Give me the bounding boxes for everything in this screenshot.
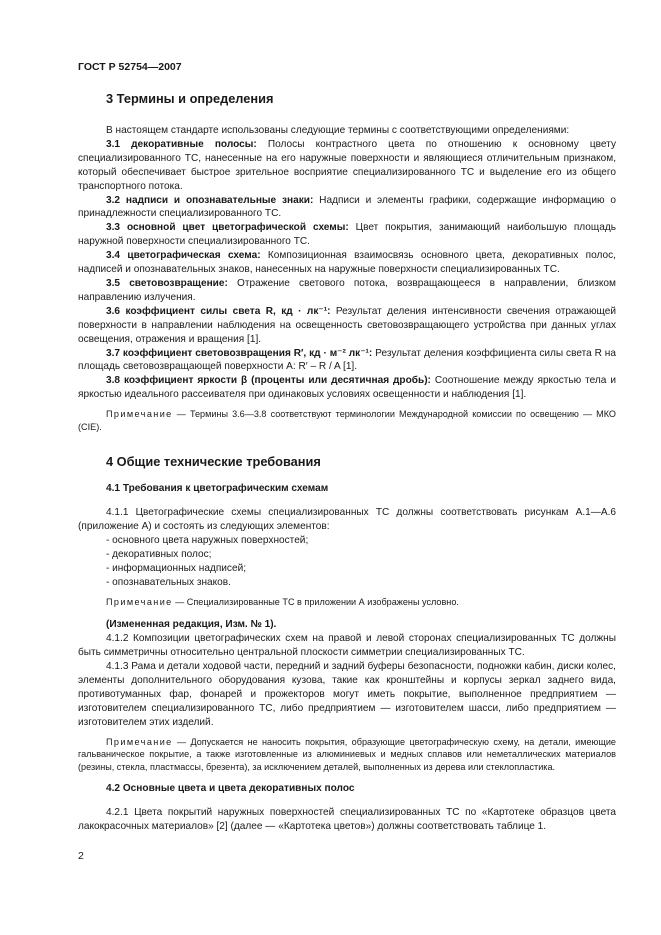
term-3-5 bbox=[78, 277, 616, 305]
standard-header: ГОСТ Р 52754—2007 bbox=[78, 61, 182, 73]
clause-4-1-1-note bbox=[78, 596, 616, 609]
term-3-8-definition: Соотношение между яркостью тела и яркостью идеального рассеивателя при одинаковых условиях освещенности и наблюдения [1]. bbox=[78, 375, 616, 401]
term-3-2 bbox=[78, 194, 616, 222]
bullet-item: - декоративных полос; bbox=[106, 548, 212, 560]
term-3-1-definition: Полосы контрастного цвета по отношению к основному цвету специализированного ТС, нанесенные на его наружные поверхности и являющиеся отличительным признаком, который обеспечивает быстрое зрительное восприятие специализированного ТС и выделение его из общего транспортного потока. bbox=[78, 138, 616, 192]
note-text: — Допускается не наносить покрытия, образующие цветографическую схему, на детали, имеющие гальваническое покрытие, а также изготовленные из алюминиевых и медных сплавов или неметаллических материалов (резины, стекла, пластмассы, брезента), за исключением деталей, выполненных из дерева или стеклопластика. bbox=[78, 736, 616, 772]
term-3-1 bbox=[78, 138, 616, 194]
term-3-3 bbox=[78, 221, 616, 249]
term-3-8 bbox=[78, 374, 616, 402]
term-3-7-definition: Результат деления коэффициента силы света R на площадь световозвращающей поверхности A: R′ – R / A [1]. bbox=[78, 347, 616, 373]
term-3-2-definition: Надписи и элементы графики, содержащие информацию о принадлежности специализированного ТС. bbox=[78, 194, 616, 220]
term-3-6-definition: Результат деления интенсивности свечения отражающей поверхности в направлении наблюдения на освещенность световозвращающего устройства при данных углах освещения, отражения и вращения [1]. bbox=[78, 305, 616, 345]
section-3-title: 3 Термины и определения bbox=[106, 91, 274, 106]
revision-note: (Измененная редакция, Изм. № 1). bbox=[106, 619, 277, 631]
note-label: Примечание bbox=[106, 409, 173, 420]
term-3-5-definition: Отражение светового потока, возвращающееся в направлении, близком направлению излучения. bbox=[78, 277, 616, 303]
term-3-4-name: 3.4 цветографическая схема: bbox=[106, 250, 261, 262]
bullet-item: - опознавательных знаков. bbox=[106, 576, 231, 588]
term-3-3-name: 3.3 основной цвет цветографической схемы: bbox=[106, 222, 349, 234]
term-3-4 bbox=[78, 249, 616, 277]
term-3-6 bbox=[78, 305, 616, 347]
term-3-8-name: 3.8 коэффициент яркости β (проценты или десятичная дробь): bbox=[106, 375, 431, 387]
note-text: — Термины 3.6—3.8 соответствуют терминологии Международной комиссии по освещению — МКО (CIE). bbox=[78, 409, 616, 432]
term-3-7-name: 3.7 коэффициент световозвращения R′, кд · м⁻² лк⁻¹: bbox=[106, 347, 373, 359]
term-3-6-name: 3.6 коэффициент силы света R, кд · лк⁻¹: bbox=[106, 305, 331, 317]
clause-4-2-1: 4.2.1 Цвета покрытий наружных поверхностей специализированных ТС по «Картотеке образцов цвета лакокрасочных материалов» [2] (далее — «Картотека цветов») должны соответствовать таблице 1. bbox=[78, 807, 616, 833]
page-number: 2 bbox=[78, 850, 84, 862]
section-4-title: 4 Общие технические требования bbox=[106, 454, 321, 470]
note-label: Примечание bbox=[106, 736, 173, 747]
term-3-5-name: 3.5 световозвращение: bbox=[106, 277, 228, 289]
section-4-2-title: 4.2 Основные цвета и цвета декоративных полос bbox=[106, 783, 355, 795]
section-4-1-title: 4.1 Требования к цветографическим схемам bbox=[106, 483, 329, 495]
term-3-7 bbox=[78, 347, 616, 375]
section-3-intro: В настоящем стандарте использованы следующие термины с соответствующими определениями: bbox=[106, 125, 570, 136]
term-3-4-definition: Композиционная взаимосвязь основного цвета, декоративных полос, надписей и опознавательных знаков, нанесенных на наружные поверхности специализированных ТС. bbox=[78, 250, 616, 276]
clause-4-1-2: 4.1.2 Композиции цветографических схем на правой и левой сторонах специализированных ТС должны быть симметричны относительно центральной плоскости симметрии специализированных ТС. bbox=[78, 633, 616, 659]
clause-4-1-3: 4.1.3 Рама и детали ходовой части, передний и задний буферы безопасности, подножки кабин, диски колес, элементы дополнительного оборудования кузова, такие как кронштейны и корпусы зеркал заднего вида, противотуманных фар, фонарей и прожекторов могут иметь покрытие, выполненное предприятием — изготовителем специализированного ТС, либо предприятием — изготовителем шасси, либо предприятием — изготовителем этих изделий. bbox=[78, 660, 616, 728]
bullet-item: - основного цвета наружных поверхностей; bbox=[106, 535, 309, 547]
note-text: — Специализированные ТС в приложении А изображены условно. bbox=[172, 596, 459, 607]
term-3-3-definition: Цвет покрытия, занимающий наибольшую площадь наружной поверхности специализированного ТС. bbox=[78, 222, 616, 248]
clause-4-1-1: 4.1.1 Цветографические схемы специализированных ТС должны соответствовать рисункам А.1—А.6 (приложение А) и состоять из следующих элементов: bbox=[78, 507, 616, 533]
section-3-note bbox=[78, 408, 616, 433]
note-label: Примечание bbox=[106, 596, 173, 607]
clause-4-1-3-note bbox=[78, 736, 616, 774]
term-3-2-name: 3.2 надписи и опознавательные знаки: bbox=[106, 194, 314, 206]
page-content bbox=[78, 91, 616, 834]
bullet-item: - информационных надписей; bbox=[106, 562, 247, 574]
term-3-1-name: 3.1 декоративные полосы: bbox=[106, 138, 257, 150]
